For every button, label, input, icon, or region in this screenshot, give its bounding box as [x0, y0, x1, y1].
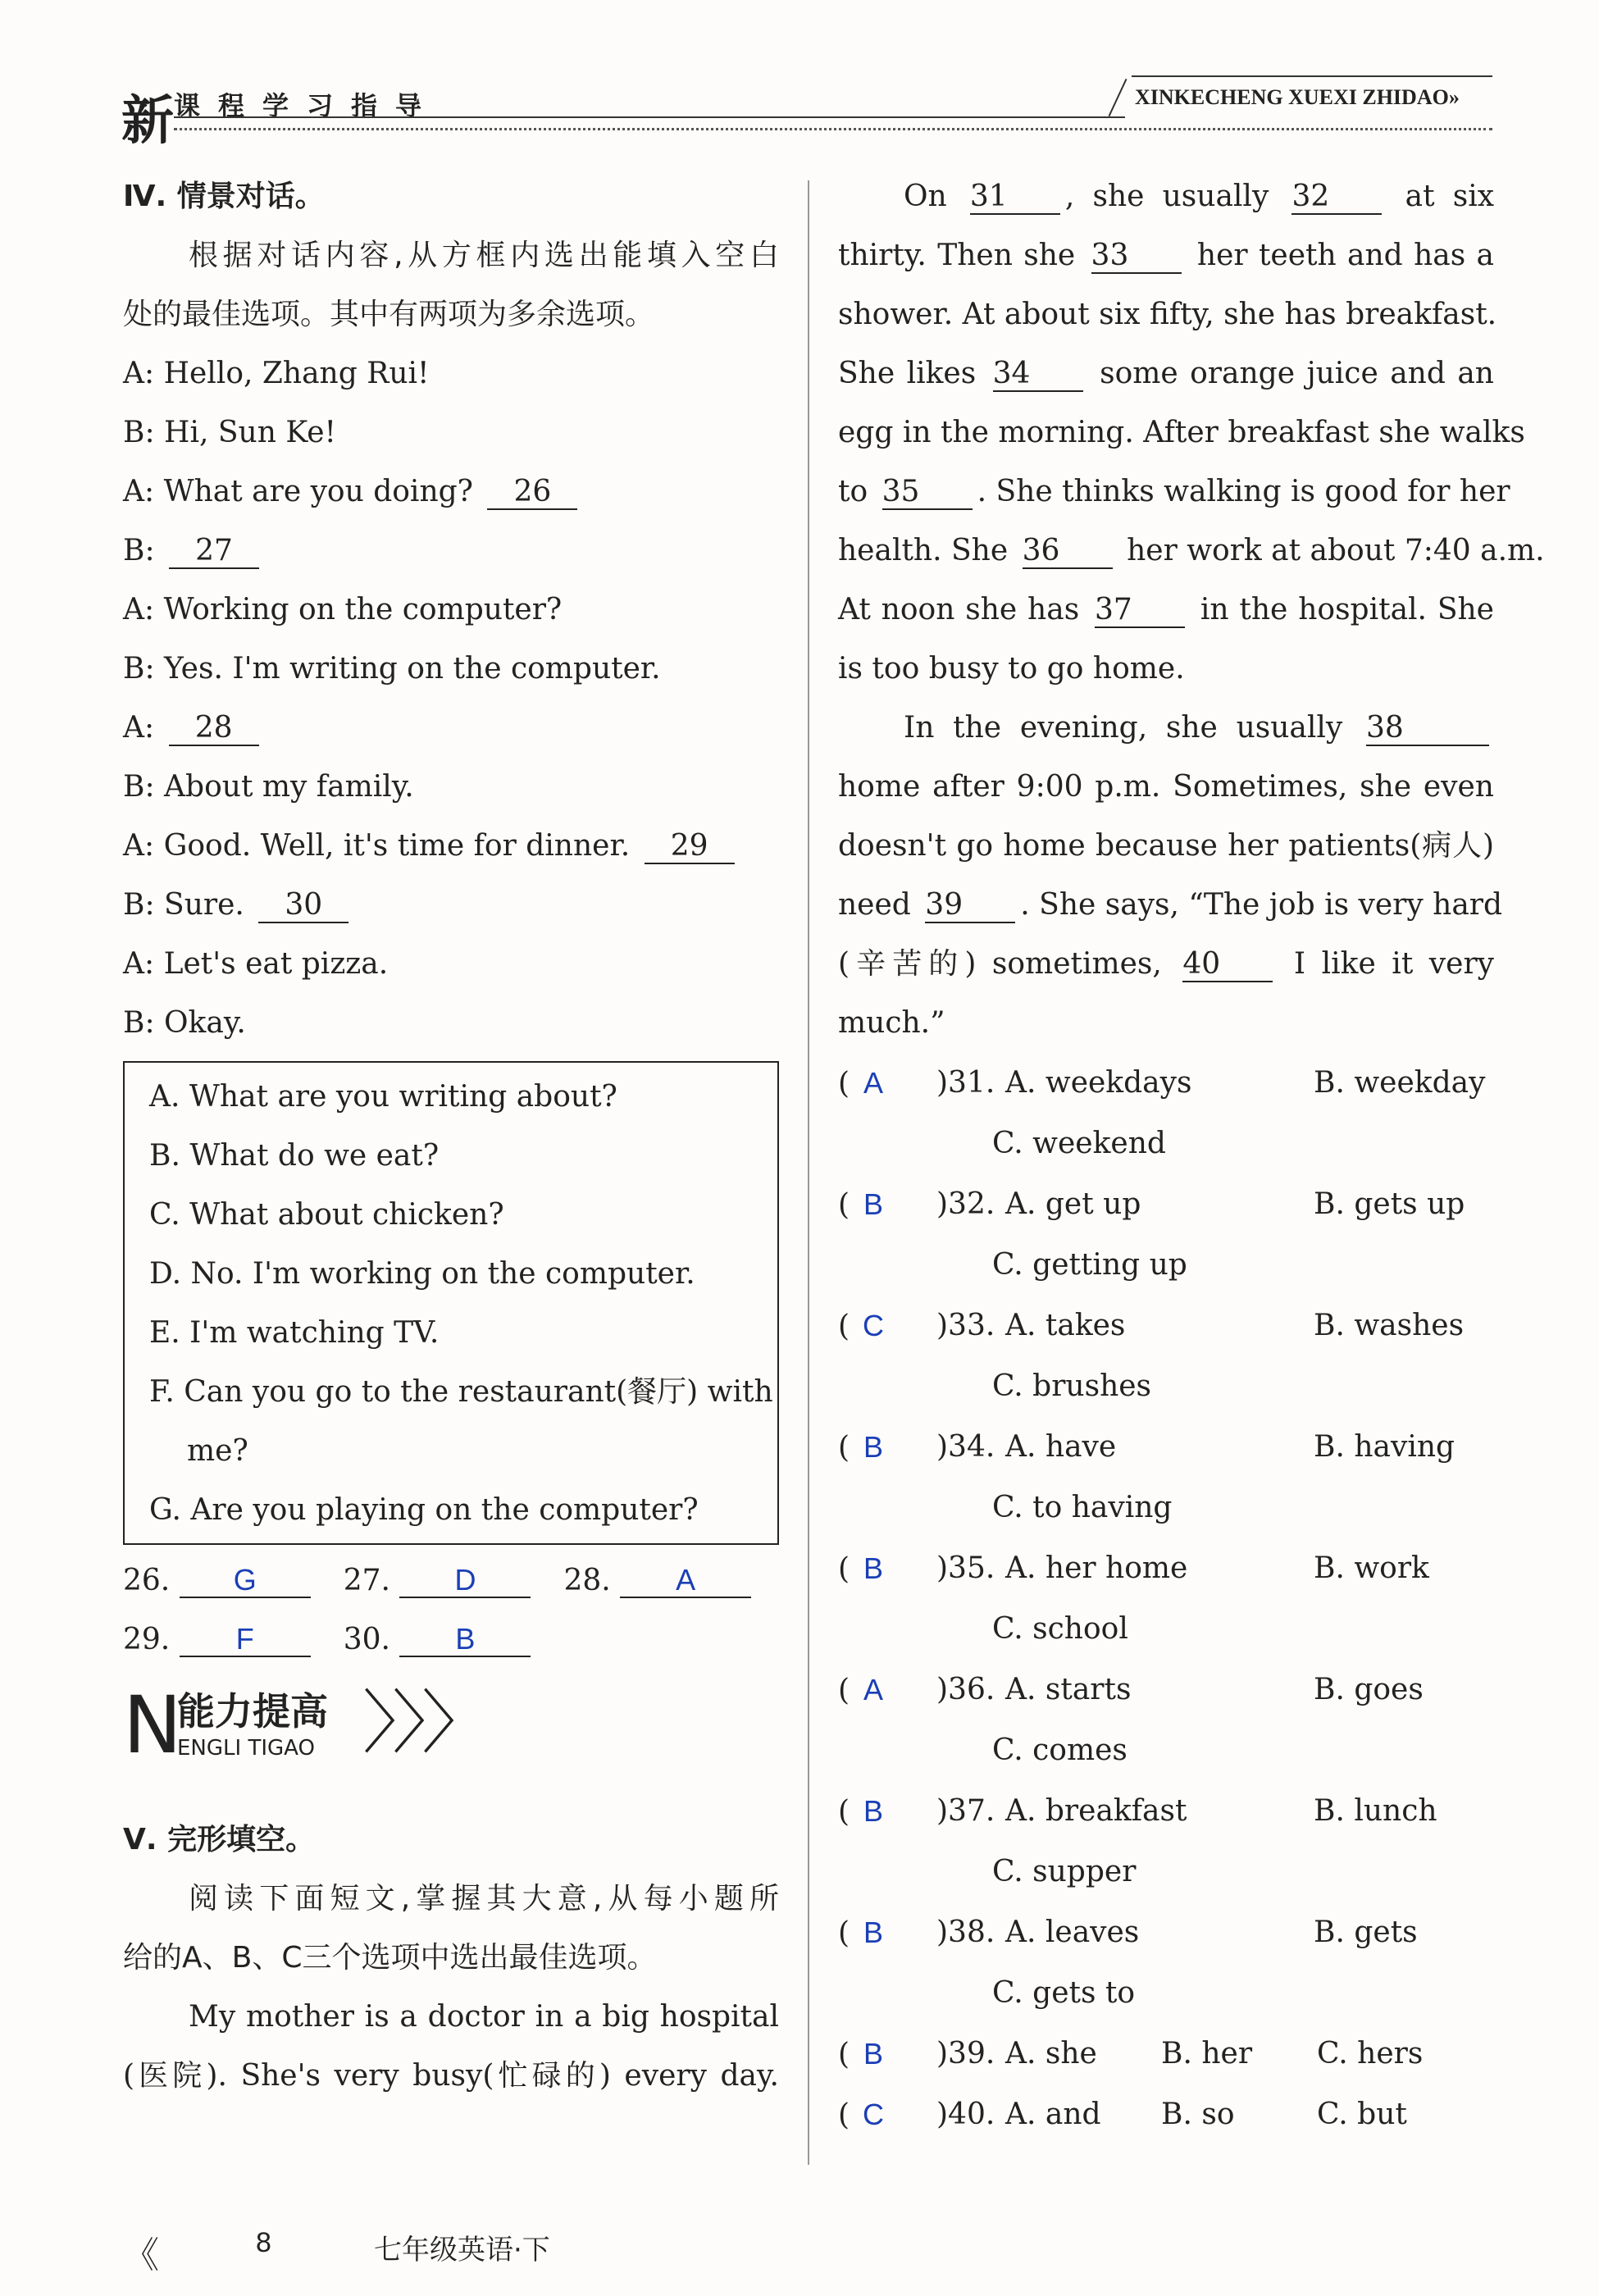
passage-line: doesn't go home because her patients(病人): [838, 829, 1494, 863]
answer-number: 29.: [123, 1623, 171, 1656]
option-item: me?: [187, 1434, 248, 1468]
passage-line: On 31 , she usually 32 at six: [904, 180, 1495, 213]
option-b: B. goes: [1314, 1673, 1424, 1706]
question-answer: B: [863, 1915, 884, 1949]
answer-paren: ( B: [838, 2025, 936, 2084]
speaker: A:: [123, 711, 155, 745]
question-answer: A: [863, 1672, 884, 1706]
answer-value: D: [399, 1564, 531, 1598]
speaker: A:: [123, 829, 155, 863]
answer-paren: ( B: [838, 1175, 936, 1235]
dialog-text: Let's eat pizza.: [163, 947, 389, 981]
section-5-heading: Ⅴ. 完形填空。: [123, 1823, 316, 1856]
option-c-row: [838, 1356, 1494, 1417]
question-answer: C: [863, 1308, 885, 1342]
dialog-text: About my family.: [164, 770, 414, 804]
column-divider: [808, 180, 809, 2165]
left-column: [123, 167, 779, 2106]
section-banner: [123, 1679, 779, 1794]
header-dotted-rule: [174, 128, 1492, 130]
speaker: A:: [123, 947, 155, 981]
answer-number: 26.: [123, 1564, 171, 1597]
question-answer: B: [863, 1551, 884, 1585]
dialog-line: [123, 994, 779, 1053]
option-c-row: [838, 1842, 1494, 1902]
banner-title: 能力提高: [177, 1689, 328, 1733]
answer-value: F: [180, 1623, 311, 1657]
dialog-line: [123, 581, 779, 640]
option-a: A. breakfast: [1005, 1794, 1187, 1828]
dialog-text: Yes. I'm writing on the computer.: [164, 652, 661, 686]
dialog-line: [123, 935, 779, 994]
page-number: 8: [256, 2227, 271, 2258]
option-c: C. weekend: [992, 1127, 1166, 1160]
option-a: A. leaves: [1005, 1916, 1140, 1949]
question-number: )39.: [936, 2037, 995, 2070]
option-item: C. What about chicken?: [149, 1198, 504, 1232]
passage-line: need 39 . She says, “The job is very hard: [838, 888, 1503, 922]
speaker: B:: [123, 652, 155, 686]
blank-39: 39: [925, 889, 1015, 923]
blank-36: 36: [1023, 535, 1113, 569]
question-number: )31.: [936, 1066, 995, 1100]
option-b: B. weekday: [1314, 1066, 1486, 1100]
passage-line: much.”: [838, 1006, 945, 1040]
option-c: C. comes: [992, 1733, 1128, 1767]
blank-31: 31: [970, 180, 1060, 215]
question-row: [838, 2084, 1494, 2145]
banner-chevron-icon: 〉〉〉: [362, 1683, 486, 1763]
options-list: [149, 1068, 773, 1540]
header-rule-slant: [1109, 79, 1128, 116]
answer-value: G: [180, 1564, 311, 1598]
dialog-text: Good. Well, it's time for dinner.: [163, 829, 631, 863]
option-c: C. gets to: [992, 1976, 1136, 2010]
question-row: [838, 1417, 1494, 1478]
question-row: [838, 1053, 1494, 1114]
dialog-line: [123, 876, 779, 935]
answer-paren: ( A: [838, 1054, 936, 1114]
header-logo: 新: [121, 90, 174, 152]
blank-32: 32: [1292, 180, 1382, 215]
dialog-text: Okay.: [164, 1006, 246, 1040]
passage-line: She likes 34 some orange juice and an: [838, 357, 1494, 390]
answer-number: 27.: [343, 1564, 390, 1597]
header-rule: [174, 116, 1125, 118]
question-answer: B: [863, 1429, 884, 1464]
question-row: [838, 1538, 1494, 1599]
question-answer: A: [863, 1065, 884, 1100]
passage-line: home after 9:00 p.m. Sometimes, she even: [838, 770, 1494, 804]
blank-37: 37: [1095, 594, 1185, 628]
dialog-line: [123, 344, 779, 403]
section-4-heading: Ⅳ. 情景对话。: [123, 180, 325, 213]
book-title: 七年级英语·下: [374, 2234, 550, 2266]
blank-38: 38: [1366, 712, 1489, 746]
answer-row: [123, 1551, 779, 1610]
dialog-blank: 26: [487, 476, 577, 510]
speaker: B:: [123, 888, 155, 922]
option-b: B. so: [1161, 2098, 1235, 2131]
question-row: [838, 1660, 1494, 1720]
option-c: C. but: [1317, 2098, 1407, 2131]
speaker: B:: [123, 534, 155, 567]
option-b: B. her: [1161, 2037, 1253, 2070]
speaker: A:: [123, 593, 155, 626]
section-4-instruction: 处的最佳选项。其中有两项为多余选项。: [123, 298, 655, 331]
header-pinyin: XINKECHENG XUEXI ZHIDAO»: [1135, 85, 1460, 109]
speaker: B:: [123, 416, 155, 449]
answer-paren: ( B: [838, 1539, 936, 1599]
option-item: F. Can you go to the restaurant(餐厅) with: [149, 1375, 773, 1409]
option-b: B. gets: [1314, 1916, 1418, 1949]
dialog-line: [123, 522, 779, 581]
option-c: C. school: [992, 1612, 1128, 1646]
speaker: A:: [123, 475, 155, 508]
option-a: A. starts: [1005, 1673, 1132, 1706]
option-b: B. gets up: [1314, 1187, 1465, 1221]
passage-line: (辛苦的) sometimes, 40 I like it very: [838, 947, 1494, 981]
option-a: A. she: [1005, 2037, 1097, 2070]
answer-blanks: [123, 1551, 779, 1670]
option-item: E. I'm watching TV.: [149, 1316, 440, 1350]
question-answer: B: [863, 2036, 884, 2070]
question-number: )36.: [936, 1673, 995, 1706]
question-number: )40.: [936, 2098, 995, 2131]
passage-line: is too busy to go home.: [838, 652, 1185, 686]
option-item: D. No. I'm working on the computer.: [149, 1257, 695, 1291]
option-c: C. to having: [992, 1491, 1173, 1524]
dialog-line: [123, 758, 779, 817]
section-4-instruction: 根据对话内容,从方框内选出能填入空白: [189, 239, 779, 272]
right-column: [838, 167, 1545, 2145]
answer-paren: ( B: [838, 1903, 936, 1963]
question-row: [838, 2024, 1494, 2084]
option-item: A. What are you writing about?: [149, 1080, 617, 1114]
option-b: B. work: [1314, 1551, 1429, 1585]
header-title: 课程学习指导: [174, 90, 440, 121]
answer-row: [123, 1610, 779, 1670]
speaker: A:: [123, 357, 155, 390]
answer-paren: ( B: [838, 1418, 936, 1478]
option-c: C. hers: [1317, 2037, 1424, 2070]
blank-34: 34: [993, 358, 1083, 392]
blank-40: 40: [1182, 948, 1273, 982]
speaker: B:: [123, 1006, 155, 1040]
question-answer: B: [863, 1793, 884, 1828]
banner-pinyin: ENGLI TIGAO: [177, 1736, 315, 1761]
option-c: C. brushes: [992, 1369, 1152, 1403]
dialog-line: [123, 699, 779, 758]
blank-33: 33: [1091, 239, 1182, 274]
option-item: B. What do we eat?: [149, 1139, 440, 1173]
multiple-choice-list: [838, 1053, 1494, 2145]
answer-number: 30.: [343, 1623, 390, 1656]
dialog-blank: 28: [169, 712, 259, 746]
dialog-line: [123, 817, 779, 876]
option-a: A. takes: [1005, 1309, 1126, 1342]
speaker: B:: [123, 770, 155, 804]
question-answer: C: [863, 2097, 885, 2131]
option-item: G. Are you playing on the computer?: [149, 1493, 699, 1527]
dialog-text: What are you doing?: [163, 475, 473, 508]
options-box: [123, 1061, 779, 1545]
passage-line: thirty. Then she 33 her teeth and has a: [838, 239, 1494, 272]
passage-line: At noon she has 37 in the hospital. She: [838, 593, 1494, 626]
dialog-blank: 27: [169, 535, 259, 569]
option-b: B. washes: [1314, 1309, 1465, 1342]
header-chevron-icon: »: [1448, 85, 1460, 109]
answer-paren: ( B: [838, 1782, 936, 1842]
answer-paren: ( A: [838, 1660, 936, 1720]
question-row: [838, 1781, 1494, 1842]
question-row: [838, 1902, 1494, 1963]
dialog-text: Sure.: [164, 888, 244, 922]
question-number: )38.: [936, 1916, 995, 1949]
dialog-text: Hello, Zhang Rui!: [163, 357, 430, 390]
passage-line: (医院). She's very busy(忙碌的) every day.: [123, 2059, 779, 2093]
option-a: A. have: [1005, 1430, 1117, 1464]
option-c-row: [838, 1720, 1494, 1781]
dialog-text: Working on the computer?: [163, 593, 563, 626]
header-rule-top: [1132, 75, 1492, 77]
option-c-row: [838, 1235, 1494, 1296]
dialog: [123, 344, 779, 1053]
question-number: )37.: [936, 1794, 995, 1828]
dialog-line: [123, 403, 779, 462]
blank-35: 35: [882, 476, 973, 510]
dialog-blank: 29: [645, 830, 735, 864]
banner-letter: N: [123, 1679, 182, 1771]
passage-line: shower. At about six fifty, she has breakfast.: [838, 298, 1497, 331]
option-c-row: [838, 1114, 1494, 1174]
question-answer: B: [863, 1187, 884, 1221]
dialog-blank: 30: [258, 889, 348, 923]
option-a: A. and: [1005, 2098, 1101, 2131]
question-number: )34.: [936, 1430, 995, 1464]
passage-line: In the evening, she usually 38: [838, 699, 1494, 758]
answer-value: A: [620, 1564, 751, 1598]
passage-line: My mother is a doctor in a big hospital: [189, 2000, 779, 2034]
question-row: [838, 1174, 1494, 1235]
option-c-row: [838, 1599, 1494, 1660]
option-b: B. having: [1314, 1430, 1456, 1464]
passage-line: egg in the morning. After breakfast she walks: [838, 416, 1525, 449]
option-b: B. lunch: [1314, 1794, 1437, 1828]
option-a: A. weekdays: [1005, 1066, 1192, 1100]
answer-paren: ( C: [838, 2085, 936, 2145]
answer-number: 28.: [563, 1564, 611, 1597]
section-5-instruction: 阅读下面短文,掌握其大意,从每小题所: [189, 1882, 779, 1916]
dialog-text: Hi, Sun Ke!: [164, 416, 337, 449]
question-number: )35.: [936, 1551, 995, 1585]
passage-line: to 35 . She thinks walking is good for her: [838, 475, 1510, 508]
question-number: )32.: [936, 1187, 995, 1221]
option-a: A. get up: [1005, 1187, 1141, 1221]
passage-line: health. She 36 her work at about 7:40 a.m.: [838, 534, 1545, 567]
question-row: [838, 1296, 1494, 1356]
option-c-row: [838, 1963, 1494, 2024]
dialog-line: [123, 462, 779, 522]
answer-value: B: [399, 1623, 531, 1657]
option-c: C. getting up: [992, 1248, 1187, 1282]
question-number: )33.: [936, 1309, 995, 1342]
option-a: A. her home: [1005, 1551, 1188, 1585]
section-5-instruction: 给的A、B、C三个选项中选出最佳选项。: [123, 1941, 657, 1975]
answer-paren: ( C: [838, 1296, 936, 1356]
dialog-line: [123, 640, 779, 699]
option-c-row: [838, 1478, 1494, 1538]
option-c: C. supper: [992, 1855, 1137, 1888]
page-back-icon: 《: [123, 2234, 159, 2276]
